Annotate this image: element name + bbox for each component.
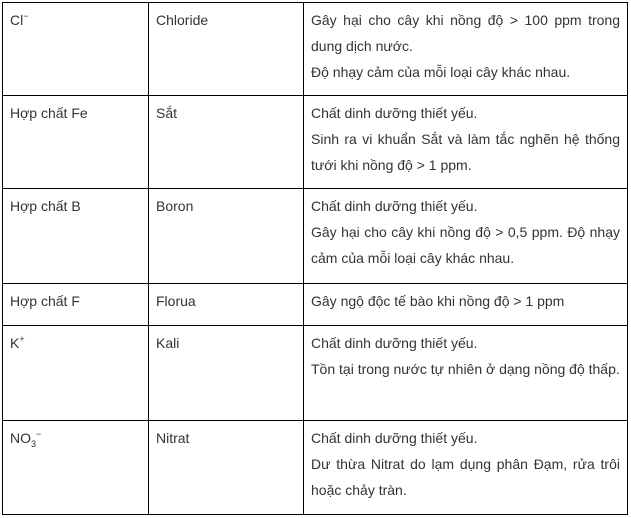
water-ions-table (2, 2, 628, 515)
table-row (3, 96, 628, 189)
table-row (3, 326, 628, 421)
description-line: Chất dinh dưỡng thiết yếu. (311, 198, 478, 214)
symbol-cell (3, 421, 149, 515)
description-line: Gây ngộ độc tế bào khi nồng độ > 1 ppm (311, 293, 565, 309)
name-cell: Florua (149, 284, 304, 326)
symbol-base: K (10, 335, 20, 351)
description-line: Chất dinh dưỡng thiết yếu. (311, 105, 478, 121)
table-row (3, 3, 628, 96)
symbol-cell (3, 284, 149, 326)
name-cell: Sắt (149, 96, 304, 189)
symbol-superscript: + (19, 334, 25, 344)
description-line: Tồn tại trong nước tự nhiên ở dạng nồng độ thấp. (311, 361, 620, 377)
table-row (3, 189, 628, 284)
description-cell (304, 3, 628, 96)
symbol-cell (3, 326, 149, 421)
name-cell: Boron (149, 189, 304, 284)
description-line: Gây hại cho cây khi nồng độ > 0,5 ppm. Độ nhạy cảm của mỗi loại cây khác nhau. (311, 224, 620, 266)
description-line: Dư thừa Nitrat do lạm dụng phân Đạm, rửa trôi hoặc chảy tràn. (311, 456, 620, 498)
name-cell: Nitrat (149, 421, 304, 515)
symbol-superscript: − (23, 11, 29, 21)
description-cell (304, 189, 628, 284)
description-line: Độ nhạy cảm của mỗi loại cây khác nhau. (311, 64, 571, 80)
description-line: Chất dinh dưỡng thiết yếu. (311, 430, 478, 446)
symbol-cell (3, 3, 149, 96)
symbol-base: Cl (10, 12, 24, 28)
description-line: Sinh ra vi khuẩn Sắt và làm tắc nghẽn hệ thống tưới khi nồng độ > 1 ppm. (311, 131, 620, 173)
description-cell (304, 284, 628, 326)
table-row (3, 284, 628, 326)
symbol-subscript: 3 (31, 439, 37, 449)
name-cell: Chloride (149, 3, 304, 96)
symbol-base: Hợp chất Fe (10, 105, 88, 121)
description-cell (304, 421, 628, 515)
symbol-base: Hợp chất B (10, 198, 81, 214)
symbol-base: Hợp chất F (10, 293, 80, 309)
description-cell (304, 326, 628, 421)
symbol-superscript: − (36, 429, 42, 439)
table-row (3, 421, 628, 515)
description-line: Gây hại cho cây khi nồng độ > 100 ppm trong dung dịch nước. (311, 12, 620, 54)
name-cell: Kali (149, 326, 304, 421)
description-line: Chất dinh dưỡng thiết yếu. (311, 335, 478, 351)
symbol-cell (3, 96, 149, 189)
symbol-base: NO (10, 430, 31, 446)
symbol-cell (3, 189, 149, 284)
description-cell (304, 96, 628, 189)
